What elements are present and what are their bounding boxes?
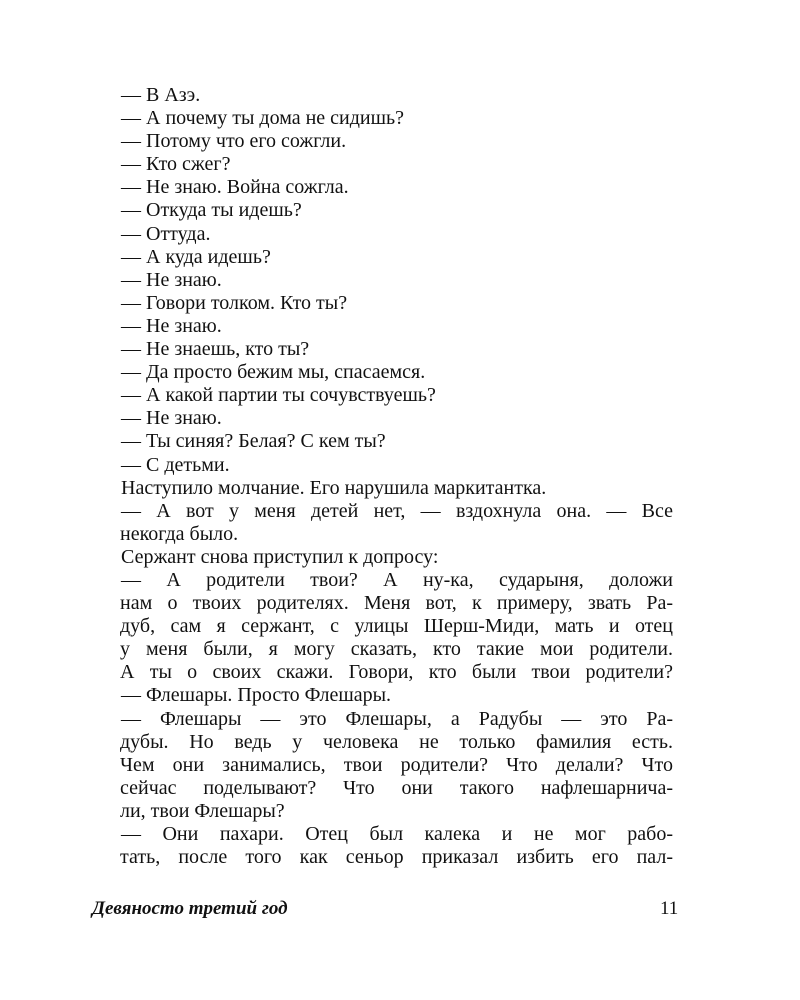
text-line: — Не знаю. Война сожгла. <box>121 176 349 199</box>
text-line: — Флешары. Просто Флешары. <box>121 684 392 707</box>
text-line: нам о твоих родителях. Меня вот, к примеру, звать Ра- <box>120 592 673 615</box>
text-line: — С детьми. <box>121 453 230 476</box>
text-line: дуб, сам я сержант, с улицы Шерш-Миди, мать и отец <box>120 615 673 638</box>
text-line: сейчас поделывают? Что они такого нафлешарнича- <box>120 776 673 799</box>
text-line: Сержант снова приступил к допросу: <box>121 545 439 568</box>
text-line: у меня были, я могу сказать, кто такие мои родители. <box>120 638 673 661</box>
text-line: — Не знаю. <box>121 268 222 291</box>
text-line: А ты о своих скажи. Говори, кто были твои родители? <box>120 661 673 684</box>
text-line: — А родители твои? А ну-ка, сударыня, доложи <box>121 568 673 591</box>
text-line: Наступило молчание. Его нарушила маркитантка. <box>121 476 547 499</box>
text-line: — А какой партии ты сочувствуешь? <box>121 384 436 407</box>
text-line: Чем они занимались, твои родители? Что делали? Что <box>120 753 673 776</box>
text-line: — Флешары — это Флешары, а Радубы — это Ра- <box>121 707 673 730</box>
body-text <box>121 84 673 869</box>
text-line: некогда было. <box>120 522 239 545</box>
text-line: — Кто сжег? <box>121 153 231 176</box>
text-line: — Они пахари. Отец был калека и не мог рабо- <box>121 823 673 845</box>
text-line: — Оттуда. <box>121 222 211 245</box>
text-line: ли, твои Флешары? <box>120 799 285 822</box>
text-line: — Потому что его сожгли. <box>121 130 347 153</box>
text-line: — А почему ты дома не сидишь? <box>121 107 405 130</box>
text-line: дубы. Но ведь у человека не только фамилия есть. <box>120 730 673 753</box>
text-line: — Ты синяя? Белая? С кем ты? <box>121 430 386 453</box>
text-line: — Говори толком. Кто ты? <box>121 291 348 314</box>
text-line: тать, после того как сеньор приказал избить его пал- <box>120 846 673 869</box>
text-line: — Откуда ты идешь? <box>121 199 302 222</box>
text-line: — В Азэ. <box>121 84 201 106</box>
text-line: — А куда идешь? <box>121 245 271 268</box>
text-line: — Не знаю. <box>121 407 222 430</box>
text-line: — Да просто бежим мы, спасаемся. <box>121 361 426 384</box>
running-title: Девяносто третий год <box>92 898 288 919</box>
text-line: — А вот у меня детей нет, — вздохнула она. — Все <box>121 499 673 522</box>
text-line: — Не знаю. <box>121 314 222 337</box>
page-number: 11 <box>660 898 679 919</box>
text-line: — Не знаешь, кто ты? <box>121 338 310 361</box>
